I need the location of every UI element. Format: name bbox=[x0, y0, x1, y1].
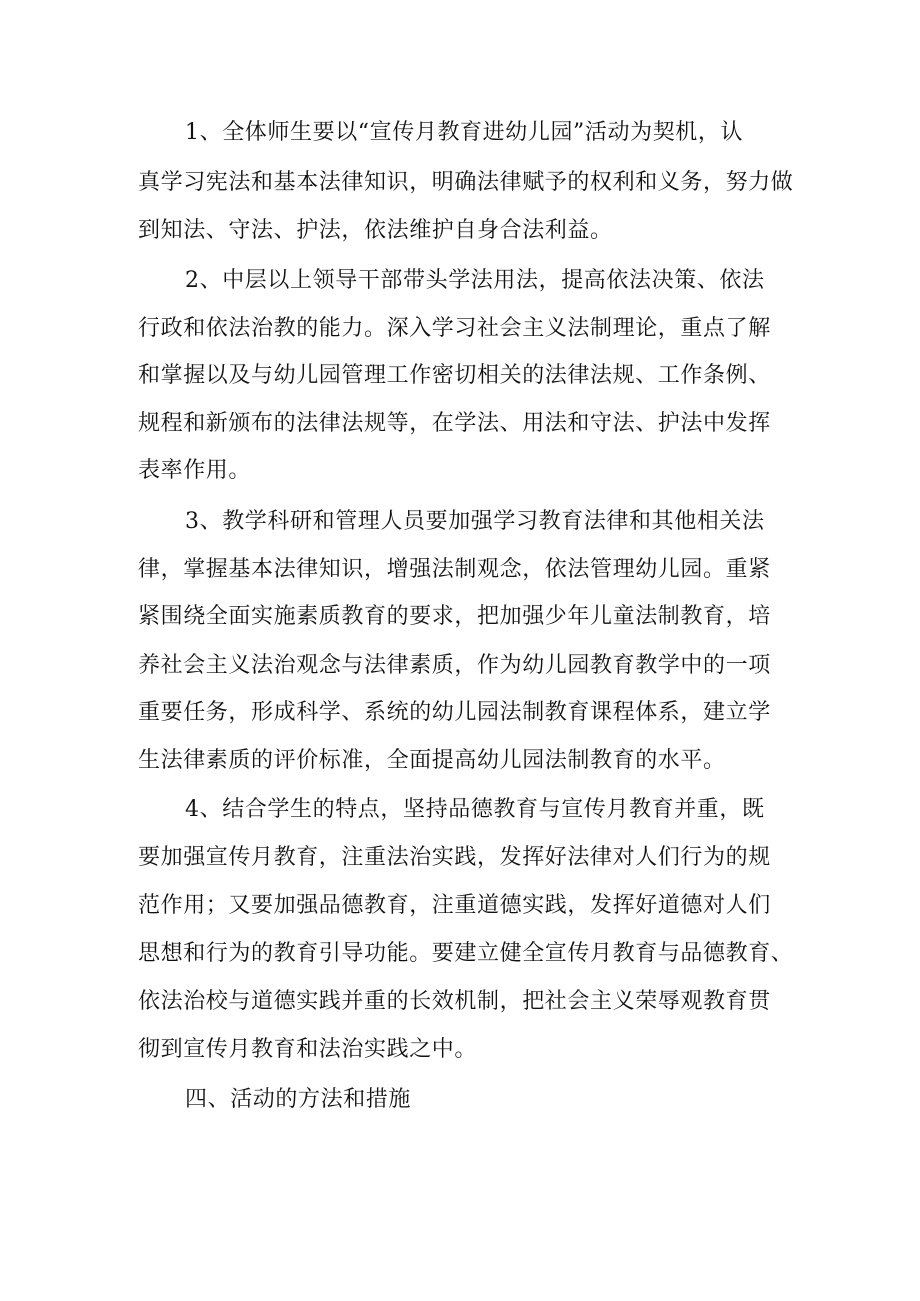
paragraph-2-line-5: 表率作用。 bbox=[138, 458, 252, 483]
paragraph-3-line-1: 3、教学科研和管理人员要加强学习教育法律和其他相关法 bbox=[185, 509, 765, 534]
paragraph-3-line-5: 重要任务，形成科学、系统的幼儿园法制教育课程体系，建立学 bbox=[138, 700, 771, 725]
paragraph-4-line-6: 彻到宣传月教育和法治实践之中。 bbox=[138, 1037, 478, 1062]
paragraph-4-line-5: 依法治校与道德实践并重的长效机制，把社会主义荣辱观教育贯 bbox=[138, 989, 771, 1014]
paragraph-3-line-6: 生法律素质的评价标准，全面提高幼儿园法制教育的水平。 bbox=[138, 748, 726, 773]
paragraph-2-line-2: 行政和依法治教的能力。深入学习社会主义法制理论，重点了解 bbox=[138, 316, 771, 341]
paragraph-1-line-1: 1、全体师生要以“宣传月教育进幼儿园”活动为契机，认 bbox=[185, 120, 744, 145]
paragraph-4-line-1: 4、结合学生的特点，坚持品德教育与宣传月教育并重，既 bbox=[185, 797, 765, 822]
paragraph-2-line-1: 2、中层以上领导干部带头学法用法，提高依法决策、依法 bbox=[185, 268, 765, 293]
paragraph-4-line-4: 思想和行为的教育引导功能。要建立健全宣传月教育与品德教育、 bbox=[138, 941, 794, 966]
paragraph-3-line-3: 紧围绕全面实施素质教育的要求，把加强少年儿童法制教育，培 bbox=[138, 604, 771, 629]
paragraph-4-line-3: 范作用；又要加强品德教育，注重道德实践，发挥好道德对人们 bbox=[138, 893, 771, 918]
paragraph-1-line-3: 到知法、守法、护法，依法维护自身合法利益。 bbox=[138, 218, 613, 243]
paragraph-2-line-3: 和掌握以及与幼儿园管理工作密切相关的法律法规、工作条例、 bbox=[138, 363, 771, 388]
paragraph-2-line-4: 规程和新颁布的法律法规等，在学法、用法和守法、护法中发挥 bbox=[138, 411, 771, 436]
paragraph-4-line-2: 要加强宣传月教育，注重法治实践，发挥好法律对人们行为的规 bbox=[138, 845, 771, 870]
paragraph-3-line-4: 养社会主义法治观念与法律素质，作为幼儿园教育教学中的一项 bbox=[138, 653, 771, 678]
paragraph-3-line-2: 律，掌握基本法律知识，增强法制观念，依法管理幼儿园。重紧 bbox=[138, 557, 771, 582]
paragraph-1-line-2: 真学习宪法和基本法律知识，明确法律赋予的权利和义务，努力做 bbox=[138, 170, 794, 195]
section-heading: 四、活动的方法和措施 bbox=[185, 1087, 412, 1112]
